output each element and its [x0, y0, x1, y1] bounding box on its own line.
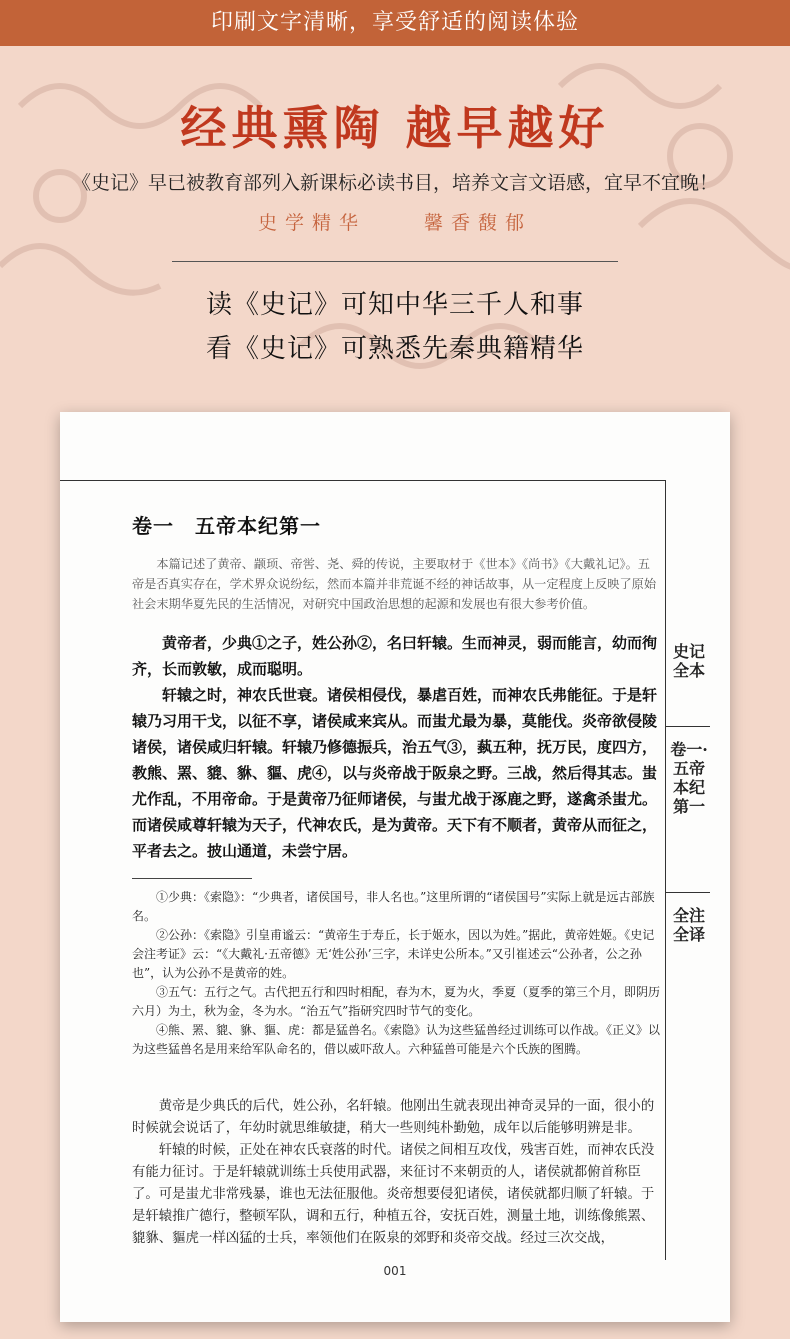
translation — [132, 1096, 662, 1250]
subtitle-text: 《史记》早已被教育部列入新课标必读书目，培养文言文语感，宜早不宜晚！ — [71, 172, 718, 194]
footnotes — [132, 888, 662, 1059]
side-label-edition: 全注全译 — [672, 906, 705, 944]
side-separator — [666, 726, 710, 727]
translation-paragraph: 轩辕的时候，正处在神农氏衰落的时代。诸侯之间相互攻伐，残害百姓，而神农氏没有能力征讨。于是轩辕就训练士兵使用武器，来征讨不来朝贡的人，诸侯就都俯首称臣了。可是蚩尤非常残暴，谁也无法征服他。炎帝想要侵犯诸侯，诸侯就都归顺了轩辕。于是轩辕推广德行，整顿军队，调和五行，种植五谷，安抚百姓，测量土地，训练像熊罴、貔貅、貙虎一样凶猛的士兵，率领他们在阪泉的郊野和炎帝交战。经过三次交战， — [132, 1143, 655, 1246]
footnote: ②公孙：《索隐》引皇甫谧云：“黄帝生于寿丘，长于姬水，因以为姓。”据此，黄帝姓姬。《史记会注考证》云：“《大戴礼·五帝德》无‘姓公孙’三字，未详史公所本。”又引崔述云“公孙者，公之孙也”，认为公孙不是黄帝的姓。 — [132, 928, 655, 980]
page-top-rule — [60, 480, 665, 481]
footnote: ④熊、罴、貔、貅、貙、虎：都是猛兽名。《索隐》认为这些猛兽经过训练可以作战。《正义》以为这些猛兽名是用来给军队命名的，借以威吓敌人。六种猛兽可能是六个氏族的图腾。 — [132, 1023, 661, 1056]
chapter-intro: 本篇记述了黄帝、颛顼、帝喾、尧、舜的传说，主要取材于《世本》《尚书》《大戴礼记》。五帝是否真实存在，学术界众说纷纭，然而本篇并非荒诞不经的神话故事，从一定程度上反映了原始社会末期华夏先民的生活情况，对研究中国政治思想的起源和发展也有很大参考价值。 — [132, 557, 657, 611]
headline: 经典熏陶 越早越好 — [180, 101, 610, 155]
footnote-rule — [132, 878, 252, 879]
tagline — [0, 208, 790, 235]
main-paragraph: 黄帝者，少典①之子，姓公孙②，名曰轩辕。生而神灵，弱而能言，幼而徇齐，长而敦敏，成而聪明。 — [132, 634, 658, 678]
divider — [172, 261, 618, 262]
footnote: ①少典：《索隐》：“少典者，诸侯国号，非人名也。”这里所谓的“诸侯国号”实际上就是远古部族名。 — [132, 890, 655, 923]
main-paragraph: 轩辕之时，神农氏世衰。诸侯相侵伐，暴虐百姓，而神农氏弗能征。于是轩辕乃习用干戈，以征不享，诸侯咸来宾从。而蚩尤最为暴，莫能伐。炎帝欲侵陵诸侯，诸侯咸归轩辕。轩辕乃修德振兵，治五气③，蓺五种，抚万民，度四方，教熊、罴、貔、貅、貙、虎④，以与炎帝战于阪泉之野。三战，然后得其志。蚩尤作乱，不用帝命。于是黄帝乃征师诸侯，与蚩尤战于涿鹿之野，遂禽杀蚩尤。而诸侯咸尊轩辕为天子，代神农氏，是为黄帝。天下有不顺者，黄帝从而征之，平者去之。披山通道，未尝宁居。 — [132, 686, 658, 860]
page-side-rule — [665, 480, 666, 1260]
slogan-line-2: 看《史记》可熟悉先秦典籍精华 — [205, 334, 584, 364]
main-text — [132, 630, 662, 864]
footnote: ③五气：五行之气。古代把五行和四时相配，春为木，夏为火，季夏（夏季的第三个月，即阴历六月）为土，秋为金，冬为水。“治五气”指研究四时节气的变化。 — [132, 985, 661, 1018]
side-label-chapter: 卷一·五帝本纪第一 — [670, 740, 708, 816]
book-page — [60, 412, 730, 1322]
chapter-title: 卷一 五帝本纪第一 — [132, 514, 321, 538]
slogan-line-1: 读《史记》可知中华三千人和事 — [205, 290, 584, 320]
page-number: 001 — [383, 1264, 407, 1278]
side-separator — [666, 892, 710, 893]
tagline-left: 史学精华 — [257, 212, 366, 234]
side-label-book: 史记全本 — [672, 642, 705, 680]
tagline-right: 馨香馥郁 — [424, 212, 533, 234]
top-banner: 印刷文字清晰，享受舒适的阅读体验 — [0, 0, 790, 46]
translation-paragraph: 黄帝是少典氏的后代，姓公孙，名轩辕。他刚出生就表现出神奇灵异的一面，很小的时候就会说话了，年幼时就思维敏捷，稍大一些则纯朴勤勉，成年以后能够明辨是非。 — [132, 1099, 655, 1136]
